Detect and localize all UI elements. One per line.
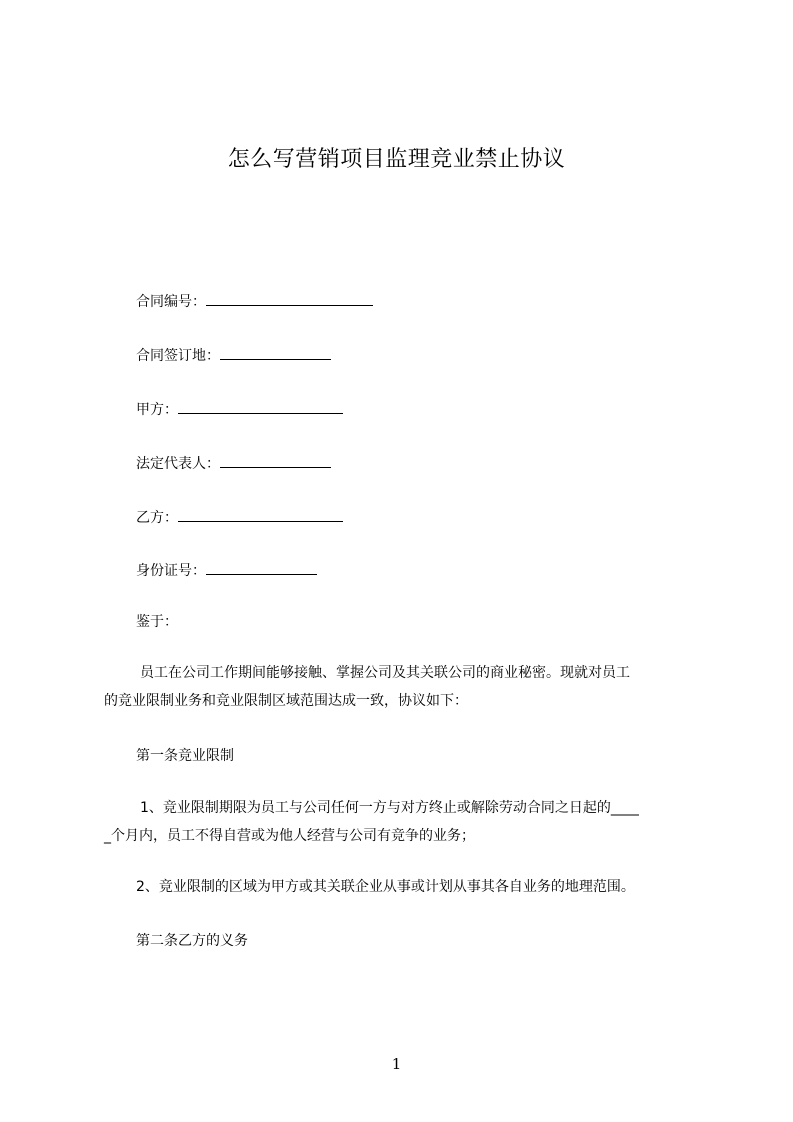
intro-line-1: 员工在公司工作期间能够接触、掌握公司及其关联公司的商业秘密。现就对员工 <box>140 665 630 681</box>
id-number-label: 身份证号： <box>136 563 206 579</box>
sign-place-field <box>136 345 331 366</box>
article-1-item-1-line-2: _个月内，员工不得自营或为他人经营与公司有竞争的业务； <box>104 828 475 844</box>
party-a-field <box>136 399 343 420</box>
document-title: 怎么写营销项目监理竞业禁止协议 <box>227 147 566 172</box>
id-number-blank <box>206 560 317 575</box>
id-number-field <box>136 560 317 581</box>
intro-line-2: 的竞业限制业务和竞业限制区域范围达成一致，协议如下： <box>104 693 468 709</box>
party-b-label: 乙方： <box>136 510 178 526</box>
party-b-blank <box>178 507 343 522</box>
article-1-heading: 第一条竞业限制 <box>136 748 234 764</box>
sign-place-blank <box>220 345 331 360</box>
page-number: 1 <box>391 1055 402 1073</box>
sign-place-label: 合同签订地： <box>136 348 220 364</box>
party-a-label: 甲方： <box>136 402 178 418</box>
article-1-item-2: 2、竞业限制的区域为甲方或其关联企业从事或计划从事其各自业务的地理范围。 <box>136 879 635 895</box>
article-2-heading: 第二条乙方的义务 <box>136 933 248 949</box>
legal-rep-blank <box>220 453 331 468</box>
article-1-item-1 <box>104 794 704 850</box>
contract-number-label: 合同编号： <box>136 294 206 310</box>
whereas-label: 鉴于： <box>136 614 178 630</box>
legal-rep-field <box>136 453 331 474</box>
legal-rep-label: 法定代表人： <box>136 456 220 472</box>
contract-number-field <box>136 291 373 312</box>
contract-number-blank <box>206 291 373 306</box>
party-b-field <box>136 507 343 528</box>
party-a-blank <box>178 399 343 414</box>
intro-paragraph <box>104 659 704 715</box>
article-1-item-1-line-1: 1、竞业限制期限为员工与公司任何一方与对方终止或解除劳动合同之日起的____ <box>140 800 639 816</box>
